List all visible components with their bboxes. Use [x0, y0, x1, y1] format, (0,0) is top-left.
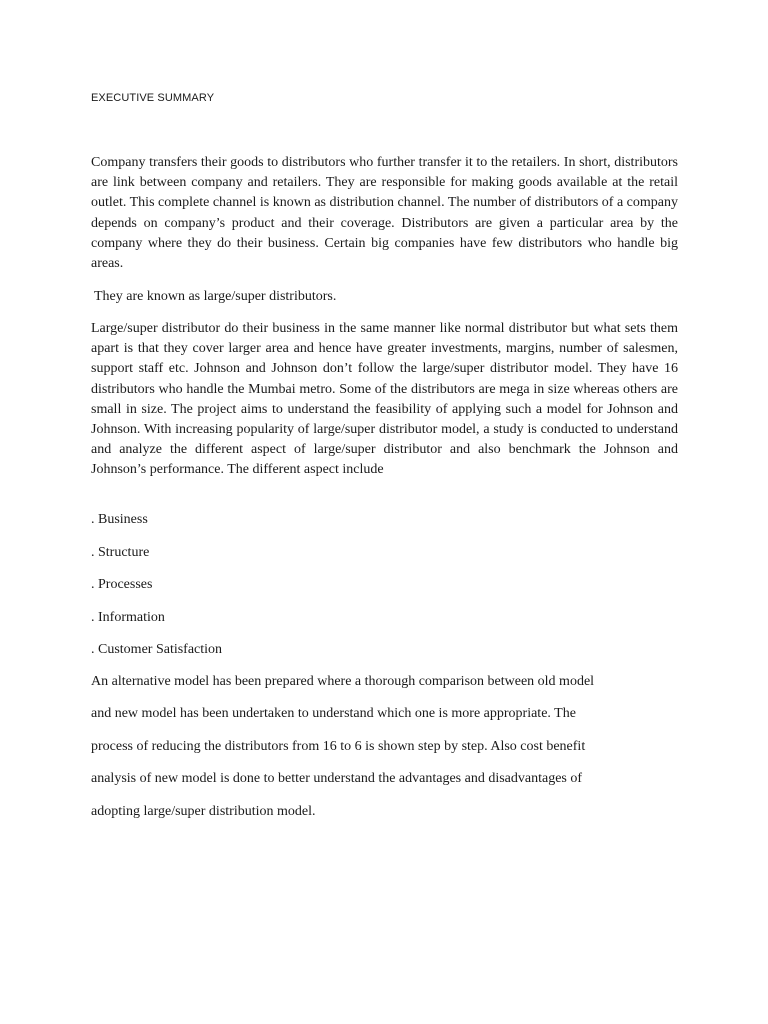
paragraph-line: process of reducing the distributors from 16 to 6 is shown step by step. Also cost benefit [91, 738, 586, 754]
aspect-list [91, 510, 222, 673]
paragraph-line: adopting large/super distribution model. [91, 803, 316, 819]
list-item: . Information [91, 609, 165, 625]
list-item: . Business [91, 512, 148, 527]
intro-paragraph: Company transfers their goods to distributors who further transfer it to the retailers. In short, distributors are link between company and retailers. They are responsible for making goods available at the retail outlet. This complete channel is known as distribution channel. The number of distributors of a company depends on company’s product and their coverage. Distributors are given a particular area by the company where they do their business. Certain big companies have few distributors who handle big areas. [91, 155, 678, 272]
paragraph-line: An alternative model has been prepared where a thorough comparison between old model [91, 674, 595, 689]
paragraph-line: analysis of new model is done to better understand the advantages and disadvantages of [91, 771, 583, 787]
list-item: . Structure [91, 544, 150, 560]
list-item: . Processes [91, 577, 153, 592]
page-title: EXECUTIVE SUMMARY [91, 92, 215, 104]
project-paragraph: Large/super distributor do their business in the same manner like normal distributor but what sets them apart is that they cover larger area and hence have greater investments, margins, number of salesmen, support staff etc. Johnson and Johnson don’t follow the large/super distributor model. They have 16 distributors who handle the Mumbai metro. Some of the distributors are mega in size whereas others are small in size. The project aims to understand the feasibility of applying such a model for Johnson and Johnson. With increasing popularity of large/super distributor model, a study is conducted to understand and analyze the different aspect of large/super distributor and also benchmark the Johnson and Johnson’s performance. The different aspect include [91, 321, 678, 478]
list-item: . Customer Satisfaction [91, 642, 223, 657]
paragraph-line: and new model has been undertaken to understand which one is more appropriate. The [91, 706, 576, 722]
alternative-model-paragraph [91, 672, 651, 834]
super-distributor-note: They are known as large/super distributors. [94, 289, 337, 304]
